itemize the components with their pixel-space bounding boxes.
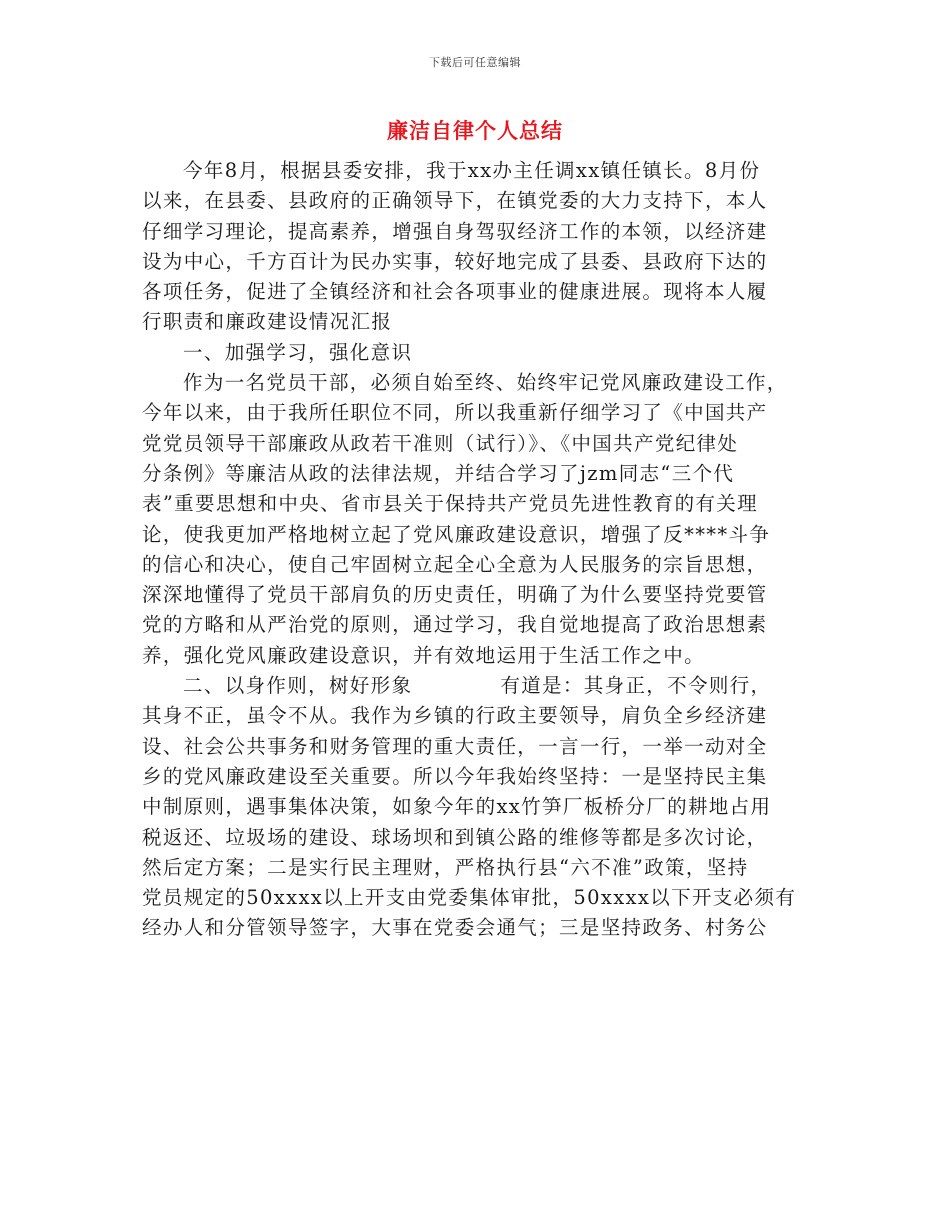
paragraph-line: 今年8月，根据县委安排，我于xx办主任调xx镇任镇长。8月份 bbox=[183, 159, 761, 182]
paragraph-line: 税返还、垃圾场的建设、球场坝和到镇公路的维修等都是多次讨论， bbox=[142, 825, 768, 849]
paragraph-line: 深深地懂得了党员干部肩负的历史责任，明确了为什么要坚持党要管 bbox=[142, 583, 768, 607]
document-title: 廉洁自律个人总结 bbox=[387, 119, 563, 143]
paragraph-line: 作为一名党员干部，必须自始至终、始终牢记党风廉政建设工作， bbox=[183, 371, 788, 395]
paragraph-line: 的信心和决心，使自己牢固树立起全心全意为人民服务的宗旨思想， bbox=[142, 552, 768, 576]
document-body bbox=[142, 156, 806, 944]
paragraph-line: 论，使我更加严格地树立起了党风廉政建设意识，增强了反****斗争 bbox=[142, 522, 771, 546]
section-heading-2: 二、以身作则，树好形象 bbox=[183, 674, 413, 698]
section-2-first-line: 有道是：其身正，不令则行， bbox=[500, 674, 772, 698]
paragraph-line: 仔细学习理论，提高素养，增强自身驾驭经济工作的本领，以经济建 bbox=[142, 219, 768, 243]
paragraph-line: 党的方略和从严治党的原则，通过学习，我自觉地提高了政治思想素 bbox=[142, 613, 768, 637]
paragraph-line: 行职责和廉政建设情况汇报 bbox=[142, 310, 393, 334]
paragraph-line: 设、社会公共事务和财务管理的重大责任，一言一行，一举一动对全 bbox=[142, 734, 768, 758]
paragraph-line: 以来，在县委、县政府的正确领导下，在镇党委的大力支持下，本人 bbox=[142, 189, 768, 213]
paragraph-line: 中制原则，遇事集体决策，如象今年的xx竹笋厂板桥分厂的耕地占用 bbox=[142, 795, 772, 819]
paragraph-line: 乡的党风廉政建设至关重要。所以今年我始终坚持：一是坚持民主集 bbox=[142, 764, 768, 788]
paragraph-line: 其身不正，虽令不从。我作为乡镇的行政主要领导，肩负全乡经济建 bbox=[142, 704, 768, 728]
paragraph-line: 分条例》等廉洁从政的法律法规，并结合学习了jzm同志“三个代 bbox=[142, 461, 735, 485]
section-heading-2-line bbox=[142, 671, 806, 701]
paragraph-line: 设为中心，千方百计为民办实事，较好地完成了县委、县政府下达的 bbox=[142, 249, 768, 273]
paragraph-line: 各项任务，促进了全镇经济和社会各项事业的健康进展。现将本人履 bbox=[142, 280, 768, 304]
paragraph-line: 今年以来，由于我所任职位不同，所以我重新仔细学习了《中国共产 bbox=[142, 401, 768, 425]
paragraph-line: 养，强化党风廉政建设意识，并有效地运用于生活工作之中。 bbox=[142, 643, 705, 667]
paragraph-line: 经办人和分管领导签字，大事在党委会通气；三是坚持政务、村务公 bbox=[142, 916, 768, 940]
paragraph-line: 党党员领导干部廉政从政若干准则（试行）》、《中国共产党纪律处 bbox=[142, 431, 739, 455]
page-header-note: 下载后可任意编辑 bbox=[429, 56, 521, 69]
paragraph-line: 表”重要思想和中央、省市县关于保持共产党员先进性教育的有关理 bbox=[142, 492, 758, 516]
section-heading-1: 一、加强学习，强化意识 bbox=[183, 340, 413, 364]
paragraph-line: 党员规定的50xxxx以上开支由党委集体审批，50xxxx以下开支必须有 bbox=[142, 886, 797, 910]
paragraph-line: 然后定方案；二是实行民主理财，严格执行县“六不准”政策，坚持 bbox=[142, 855, 749, 879]
